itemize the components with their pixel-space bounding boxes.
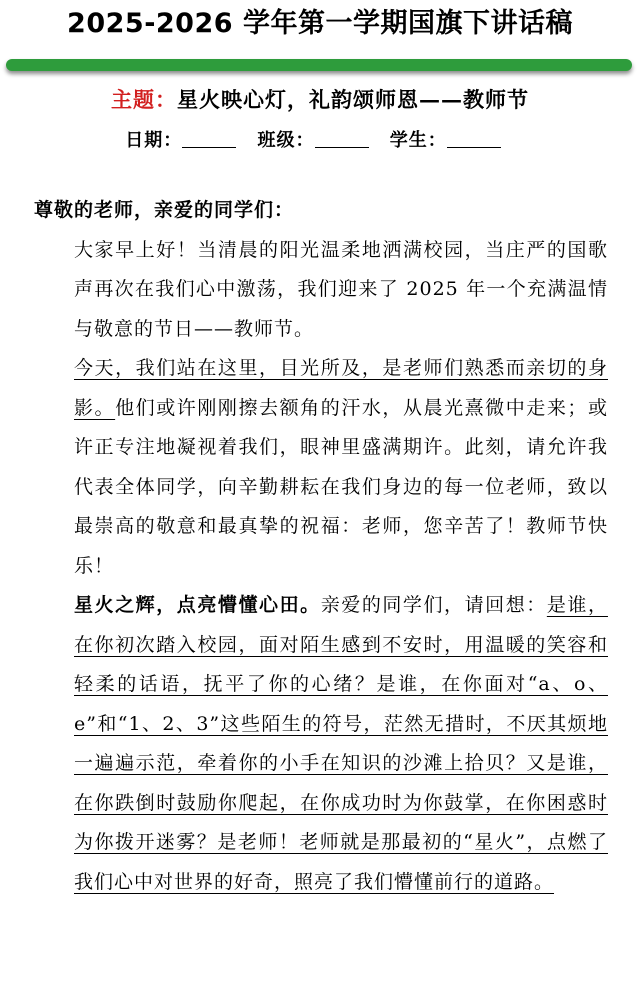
section-heading-spark: 星火之辉，点亮懵懂心田。 — [74, 594, 321, 616]
info-line — [0, 127, 640, 155]
student-blank — [447, 129, 501, 148]
paragraph-today-underlined: 今天，我们站在这里，目光所及，是老师们熟悉而亲切的身影。 — [74, 357, 608, 419]
speech-body — [34, 191, 608, 902]
student-label: 学生： — [389, 130, 447, 151]
theme-text: 星火映心灯，礼韵颂师恩——教师节 — [177, 87, 529, 112]
paragraph-spark-underlined: 是谁，在你初次踏入校园，面对陌生感到不安时，用温暖的笑容和轻柔的话语，抚平了你的心绪？是谁，在你面对“a、o、e”和“1、2、3”这些陌生的符号，茫然无措时，不厌其烦地一遍遍示范，牵着你的小手在知识的沙滩上拾贝？又是谁，在你跌倒时鼓励你爬起，在你成功时为你鼓掌，在你困惑时为你拨开迷雾？是老师！老师就是那最初的“星火”，点燃了我们心中对世界的好奇，照亮了我们懵懂前行的道路。 — [74, 594, 608, 893]
paragraph-spark-intro: 亲爱的同学们，请回想： — [320, 594, 547, 616]
date-label: 日期： — [125, 130, 183, 151]
salutation: 尊敬的老师，亲爱的同学们： — [34, 199, 295, 221]
paragraph-spark — [34, 586, 608, 902]
class-blank — [315, 129, 369, 148]
paragraph-today — [34, 349, 608, 586]
paragraph-greeting: 大家早上好！当清晨的阳光温柔地洒满校园，当庄严的国歌声再次在我们心中激荡，我们迎来了 2025 年一个充满温情与敬意的节日——教师节。 — [74, 238, 608, 340]
date-blank — [182, 129, 236, 148]
document-title: 2025-2026 学年第一学期国旗下讲话稿 — [67, 8, 573, 39]
paragraph-today-rest: 他们或许刚刚擦去额角的汗水，从晨光熹微中走来；或许正专注地凝视着我们，眼神里盛满期许。此刻，请允许我代表全体同学，向辛勤耕耘在我们身边的每一位老师，致以最崇高的敬意和最真挚的祝福：老师，您辛苦了！教师节快乐！ — [74, 396, 608, 577]
class-label: 班级： — [257, 130, 315, 151]
theme-label: 主题： — [111, 87, 177, 112]
title-divider-bar — [6, 59, 632, 71]
theme-line — [0, 85, 640, 115]
